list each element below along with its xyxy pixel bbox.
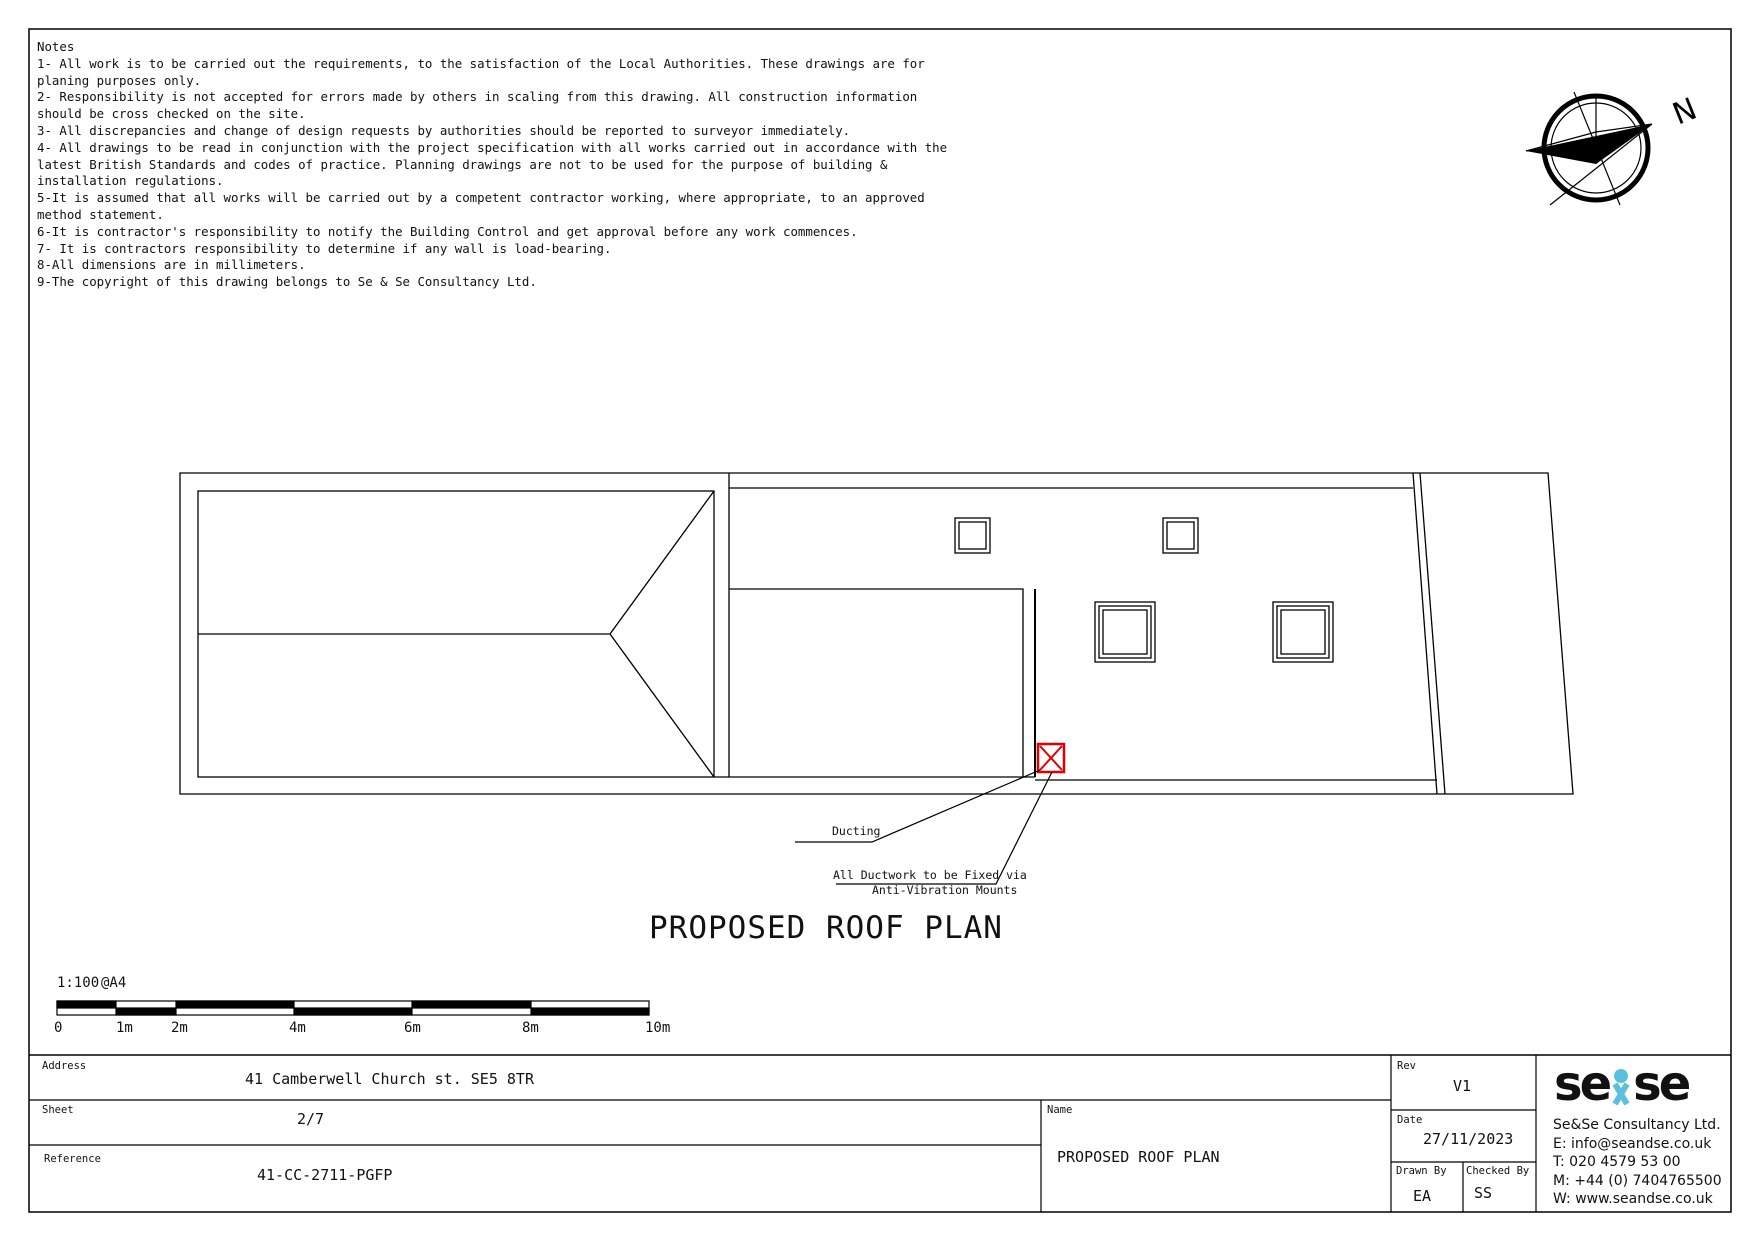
note-item: 2- Responsibility is not accepted for errors made by others in scaling from this drawing. All construction information should be cross checked on the site. <box>37 89 918 122</box>
drawn-by-label: Drawn By <box>1396 1165 1447 1177</box>
company-phone: T: 020 4579 53 00 <box>1553 1154 1681 1171</box>
company-logo <box>1554 1056 1688 1112</box>
reference-label: Reference <box>44 1153 101 1165</box>
checked-by-label: Checked By <box>1466 1165 1530 1177</box>
checked-by-value: SS <box>1474 1184 1493 1202</box>
mounts-callout-line2: Anti-Vibration Mounts <box>872 883 1018 897</box>
sheet-value: 2/7 <box>297 1110 325 1128</box>
roof-hip <box>610 491 714 634</box>
scale-tick: 4m <box>289 1020 306 1036</box>
rev-label: Rev <box>1397 1060 1416 1072</box>
name-value: PROPOSED ROOF PLAN <box>1057 1148 1220 1166</box>
rooflight <box>1163 518 1198 553</box>
scale-tick: 6m <box>404 1020 421 1036</box>
roof-hip <box>610 634 714 777</box>
scale-paper: @A4 <box>101 975 127 991</box>
boundary-wall <box>1420 473 1445 794</box>
mounts-callout-line1: All Ductwork to be Fixed via <box>833 868 1027 882</box>
note-item: 6-It is contractor's responsibility to notify the Building Control and get approval before any work commences. <box>37 223 858 239</box>
company-mobile: M: +44 (0) 7404765500 <box>1553 1172 1722 1189</box>
company-web: W: www.seandse.co.uk <box>1553 1191 1713 1208</box>
rev-value: V1 <box>1453 1077 1472 1095</box>
note-item: 8-All dimensions are in millimeters. <box>37 257 306 273</box>
roof-plan <box>180 473 1573 794</box>
reference-value: 41-CC-2711-PGFP <box>257 1166 393 1184</box>
flat-roof-section <box>729 589 1023 777</box>
scale-tick: 10m <box>645 1020 671 1036</box>
date-value: 27/11/2023 <box>1423 1130 1514 1148</box>
address-value: 41 Camberwell Church st. SE5 8TR <box>245 1070 534 1088</box>
address-label: Address <box>42 1060 87 1072</box>
scale-tick: 8m <box>522 1020 539 1036</box>
ducting-callout: Ducting <box>832 824 881 838</box>
note-item: 3- All discrepancies and change of design requests by authorities should be reported to surveyor immediately. <box>37 122 851 138</box>
scale-label: 1:100 <box>57 975 100 991</box>
note-item: 9-The copyright of this drawing belongs to Se & Se Consultancy Ltd. <box>37 274 537 290</box>
rooflight <box>1273 602 1333 662</box>
boundary-wall <box>1413 473 1437 794</box>
sheet-label: Sheet <box>42 1104 74 1116</box>
date-label: Date <box>1397 1114 1423 1126</box>
company-email: E: info@seandse.co.uk <box>1553 1135 1712 1152</box>
scale-tick: 1m <box>116 1020 133 1036</box>
plan-title: PROPOSED ROOF PLAN <box>649 910 1003 946</box>
logo-left: se <box>1554 1056 1610 1112</box>
name-label: Name <box>1047 1104 1073 1116</box>
ducting-box <box>1038 744 1064 772</box>
scale-bar <box>57 1001 649 1015</box>
scale-tick: 2m <box>171 1020 188 1036</box>
logo-ampersand-icon <box>1609 1062 1633 1102</box>
note-item: 5-It is assumed that all works will be carried out by a competent contractor working, where appropriate, to an approved method statement. <box>37 190 925 222</box>
rooflight <box>1095 602 1155 662</box>
company-name: Se&Se Consultancy Ltd. <box>1553 1117 1721 1133</box>
drawn-by-value: EA <box>1413 1187 1432 1205</box>
north-arrow-icon <box>1526 92 1652 205</box>
company-details <box>1553 1116 1722 1209</box>
sheet-border <box>29 29 1731 1212</box>
north-label: N <box>1667 91 1702 133</box>
logo-right: se <box>1633 1056 1689 1112</box>
note-item: 7- It is contractors responsibility to determine if any wall is load-bearing. <box>37 240 612 256</box>
notes-heading: Notes <box>37 39 75 54</box>
scale-tick: 0 <box>54 1020 63 1036</box>
note-item: 4- All drawings to be read in conjunction with the project specification with all works carried out in accordance with the latest British Standards and codes of practice. Planning drawings are not to be used for the purpose of building & installation regulations. <box>37 139 948 189</box>
rooflight <box>955 518 990 553</box>
note-item: 1- All work is to be carried out the requirements, to the satisfaction of the Local Authorities. These drawings are for planing purposes only. <box>37 55 925 88</box>
